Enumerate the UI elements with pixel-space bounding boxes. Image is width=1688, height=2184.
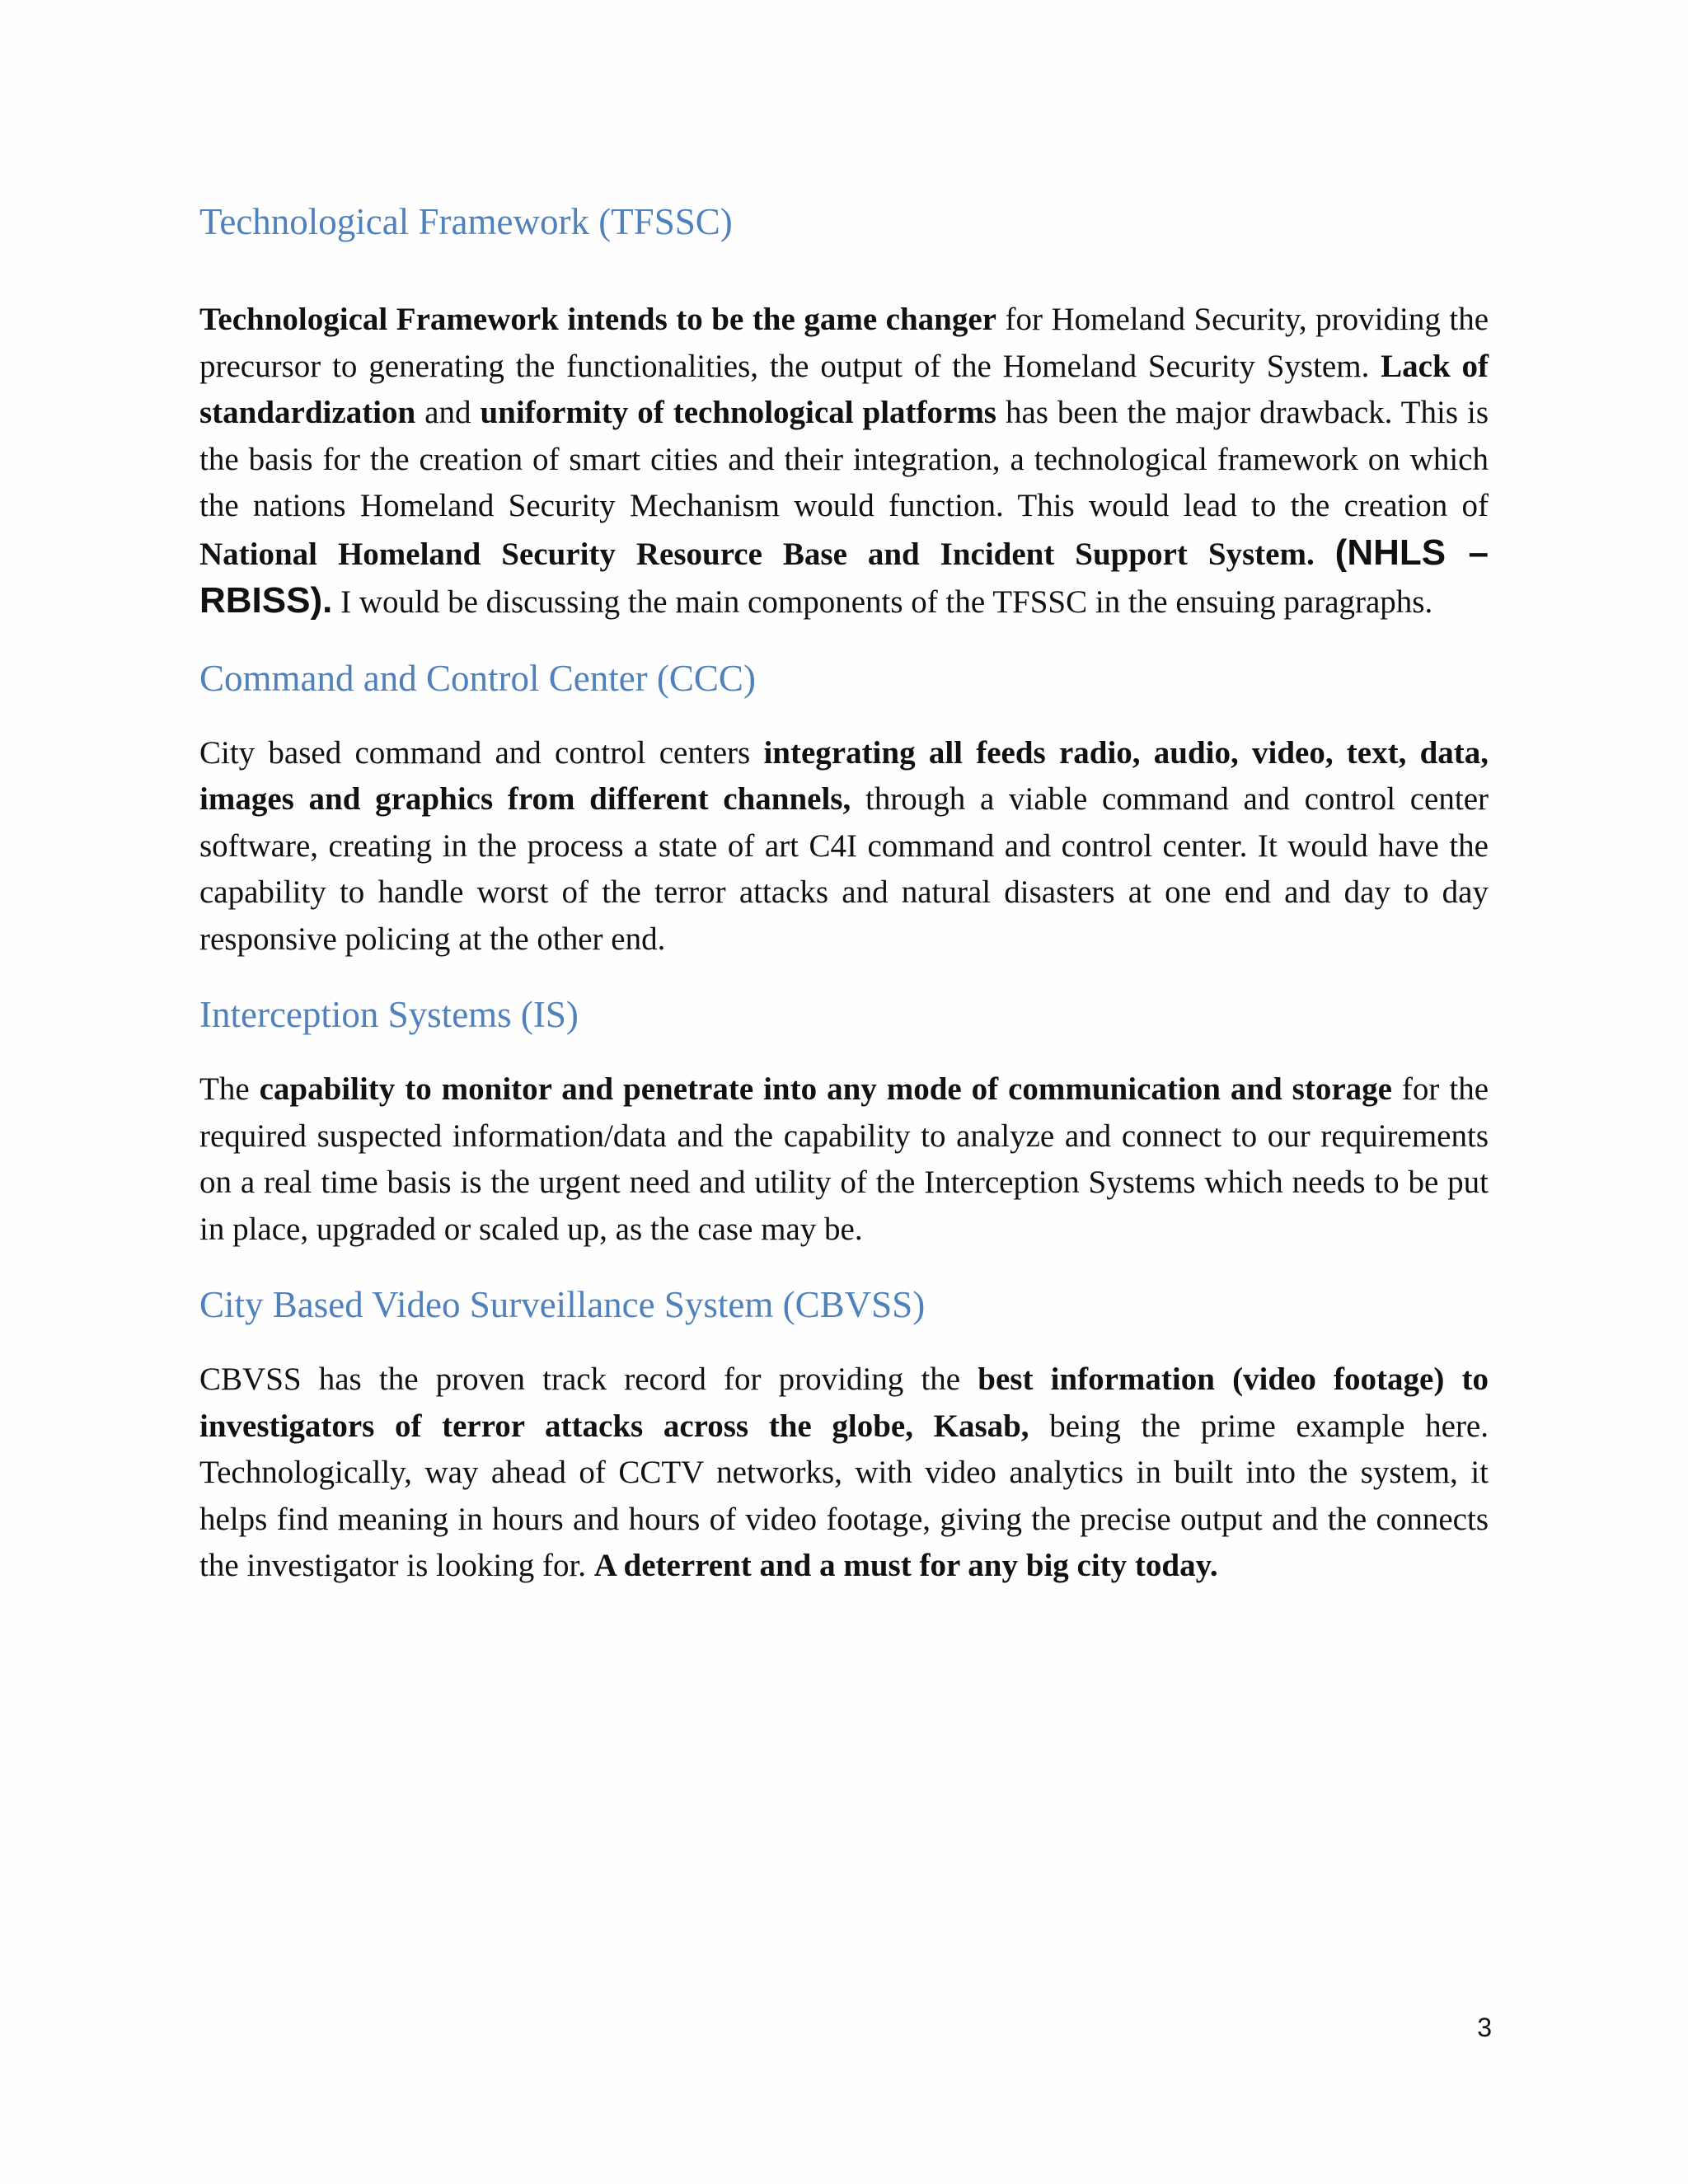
text-run: best information (video footage) to investigators of terror attacks across the globe, Kasab, [199, 1361, 1489, 1444]
section-heading-ccc: Command and Control Center (CCC) [199, 657, 756, 699]
text-run: integrating all feeds radio, audio, video, text, data, images and graphics from different channels, [199, 734, 1489, 817]
text-run: and [415, 395, 481, 430]
section-paragraph-is [199, 1066, 1489, 1253]
text-run: I would be discussing the main components of the TFSSC in the ensuing paragraphs. [332, 584, 1433, 620]
text-run: through a viable command and control center software, creating in the process a state of art C4I command and control center. It would have the capability to handle worst of the terror attacks and natural disasters at one end and day to day responsive policing at the other end. [199, 781, 1489, 957]
text-run: Technological Framework intends to be the game changer [199, 302, 996, 337]
section-paragraph-cbvss [199, 1357, 1489, 1590]
page-content [199, 196, 1489, 1590]
text-run: for the required suspected information/data and the capability to analyze and connect to our requirements on a real time basis is the urgent need and utility of the Interception Systems which needs to be put in place, upgraded or scaled up, as the case may be. [199, 1071, 1489, 1247]
text-run: The [199, 1071, 260, 1107]
text-run: CBVSS has the proven track record for providing the [199, 1361, 978, 1397]
text-run: National Homeland Security Resource Base and Incident Support System. [199, 536, 1315, 572]
text-run: for Homeland Security, providing the precursor to generating the functionalities, the output of the Homeland Security System. [199, 302, 1489, 384]
section-heading-cbvss: City Based Video Surveillance System (CBVSS) [199, 1284, 926, 1325]
text-run: being the prime example here. Technologically, way ahead of CCTV networks, with video analytics in built into the system, it helps find meaning in hours and hours of video footage, giving the precise output and the connects the investigator is looking for. [199, 1408, 1489, 1583]
text-run: uniformity of technological platforms [480, 395, 996, 430]
text-run: City based command and control centers [199, 734, 764, 771]
text-run: A deterrent and a must for any big city today. [593, 1548, 1218, 1583]
page-number: 3 [1477, 2013, 1492, 2042]
section-paragraph-ccc [199, 730, 1489, 963]
acronym-nhls-rbiss: (NHLS – RBISS). [199, 532, 1489, 621]
section-heading-is: Interception Systems (IS) [199, 994, 579, 1035]
text-run: capability to monitor and penetrate into any mode of communication and storage [259, 1071, 1392, 1107]
section-heading-tfssc: Technological Framework (TFSSC) [199, 201, 733, 242]
text-run: has been the major drawback. This is the basis for the creation of smart cities and their integration, a technological framework on which the nations Homeland Security Mechanism would function. This would lead to the creation of [199, 395, 1489, 523]
text-run: Lack of standardization [199, 348, 1489, 430]
section-paragraph-tfssc [199, 297, 1489, 626]
text-run [1315, 537, 1335, 572]
